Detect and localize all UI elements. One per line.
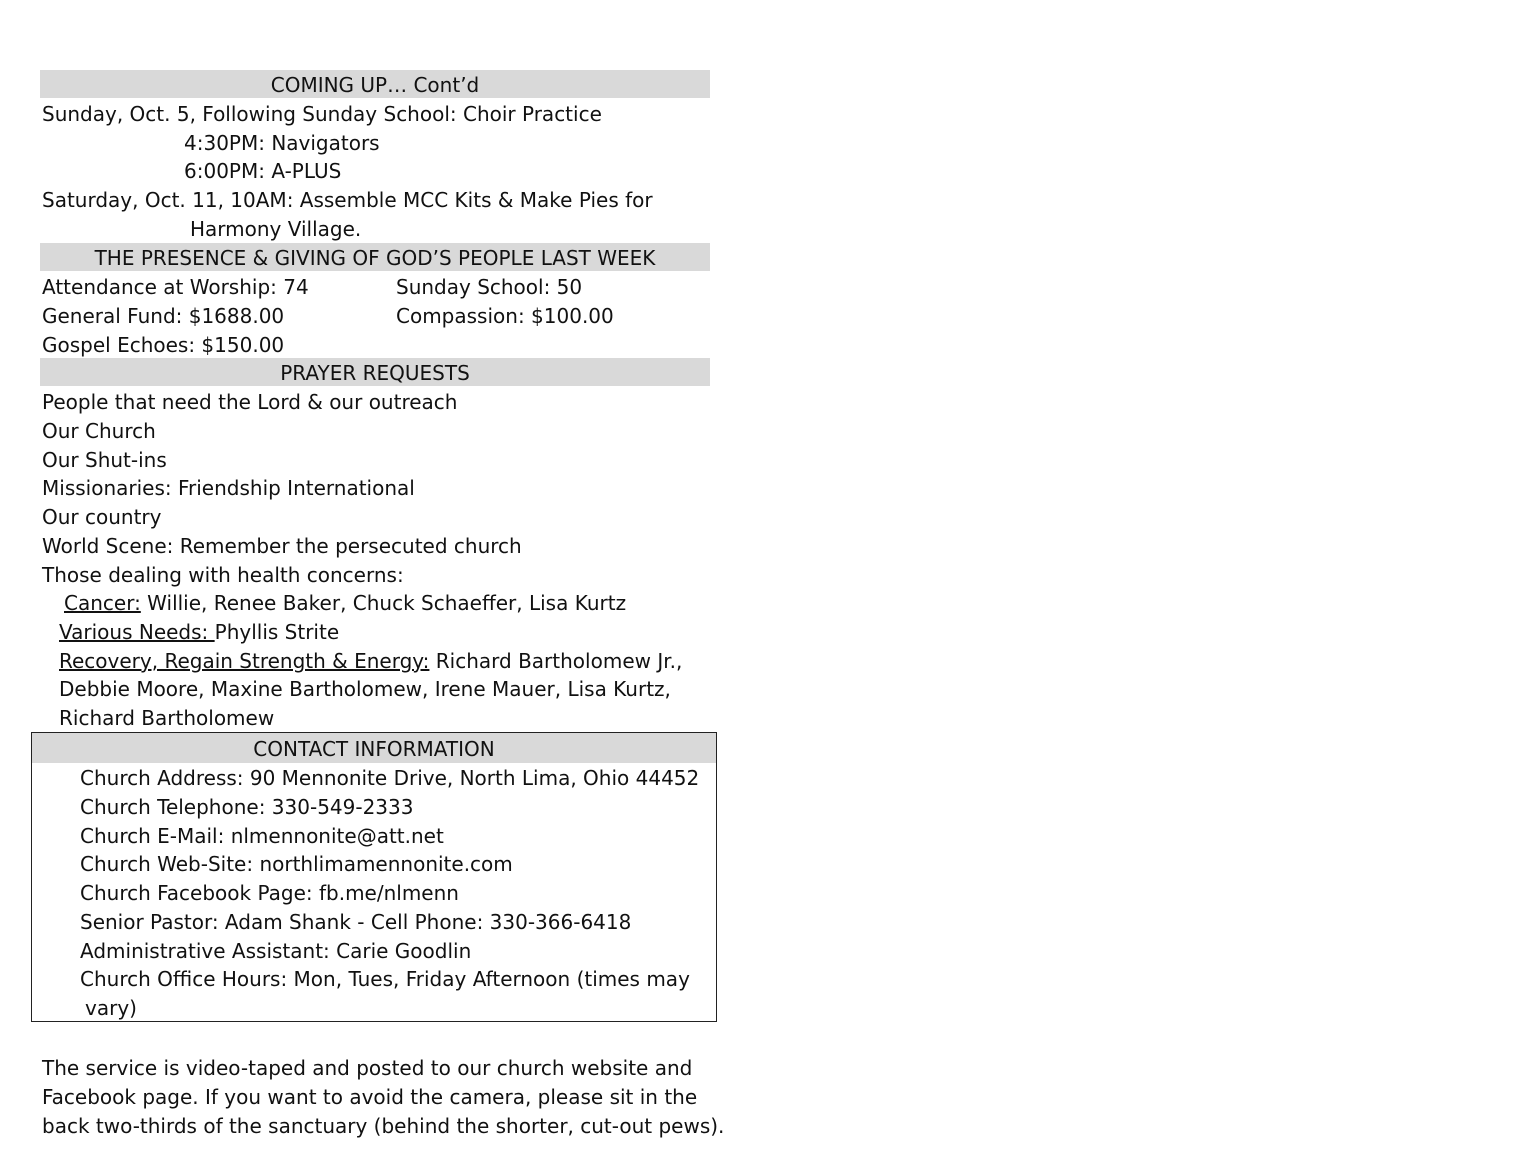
- contact-office-hours-cont: vary): [85, 996, 137, 1020]
- prayer-line: Our Shut-ins: [42, 448, 167, 472]
- video-notice-line: Facebook page. If you want to avoid the camera, please sit in the: [42, 1085, 698, 1109]
- contact-address: Church Address: 90 Mennonite Drive, North Lima, Ohio 44452: [80, 766, 700, 790]
- prayer-line: Those dealing with health concerns:: [42, 563, 404, 587]
- contact-email: Church E-Mail: nlmennonite@att.net: [80, 824, 444, 848]
- compassion-stat: Compassion: $100.00: [396, 304, 614, 328]
- contact-heading: CONTACT INFORMATION: [32, 733, 716, 763]
- prayer-line: Missionaries: Friendship International: [42, 476, 415, 500]
- recovery-names-cont: Debbie Moore, Maxine Bartholomew, Irene Mauer, Lisa Kurtz,: [59, 677, 671, 701]
- prayer-line: Our Church: [42, 419, 156, 443]
- recovery-names: Richard Bartholomew Jr.,: [429, 649, 683, 673]
- recovery-label: Recovery, Regain Strength & Energy:: [59, 649, 430, 673]
- recovery-names-cont: Richard Bartholomew: [59, 706, 275, 730]
- prayer-line: Our country: [42, 505, 162, 529]
- various-needs-line: [59, 618, 339, 646]
- sunday-school-stat: Sunday School: 50: [396, 275, 583, 299]
- video-notice-line: back two-thirds of the sanctuary (behind the shorter, cut-out pews).: [42, 1114, 725, 1138]
- presence-heading: THE PRESENCE & GIVING OF GOD’S PEOPLE LAST WEEK: [40, 243, 710, 271]
- contact-pastor: Senior Pastor: Adam Shank - Cell Phone: 330-366-6418: [80, 910, 632, 934]
- cancer-names: Willie, Renee Baker, Chuck Schaeffer, Lisa Kurtz: [140, 591, 627, 615]
- contact-office-hours: Church Office Hours: Mon, Tues, Friday Afternoon (times may: [80, 967, 690, 991]
- cancer-line: [64, 589, 626, 617]
- various-needs-label: Various Needs:: [59, 620, 215, 644]
- prayer-line: People that need the Lord & our outreach: [42, 390, 458, 414]
- coming-up-line: 4:30PM: Navigators: [184, 131, 380, 155]
- coming-up-line: 6:00PM: A-PLUS: [184, 159, 342, 183]
- coming-up-line: Sunday, Oct. 5, Following Sunday School: Choir Practice: [42, 102, 602, 126]
- coming-up-line: Harmony Village.: [190, 217, 362, 241]
- coming-up-line: Saturday, Oct. 11, 10AM: Assemble MCC Kits & Make Pies for: [42, 188, 653, 212]
- recovery-line: [59, 647, 682, 675]
- attendance-stat: Attendance at Worship: 74: [42, 275, 309, 299]
- video-notice-line: The service is video-taped and posted to our church website and: [42, 1056, 693, 1080]
- prayer-line: World Scene: Remember the persecuted church: [42, 534, 522, 558]
- general-fund-stat: General Fund: $1688.00: [42, 304, 285, 328]
- coming-up-heading: COMING UP… Cont’d: [40, 70, 710, 98]
- cancer-label: Cancer:: [64, 591, 141, 615]
- various-needs-names: Phyllis Strite: [214, 620, 340, 644]
- gospel-echoes-stat: Gospel Echoes: $150.00: [42, 333, 285, 357]
- contact-assistant: Administrative Assistant: Carie Goodlin: [80, 939, 472, 963]
- contact-telephone: Church Telephone: 330-549-2333: [80, 795, 414, 819]
- contact-facebook: Church Facebook Page: fb.me/nlmenn: [80, 881, 459, 905]
- prayer-heading: PRAYER REQUESTS: [40, 358, 710, 386]
- contact-website: Church Web-Site: northlimamennonite.com: [80, 852, 513, 876]
